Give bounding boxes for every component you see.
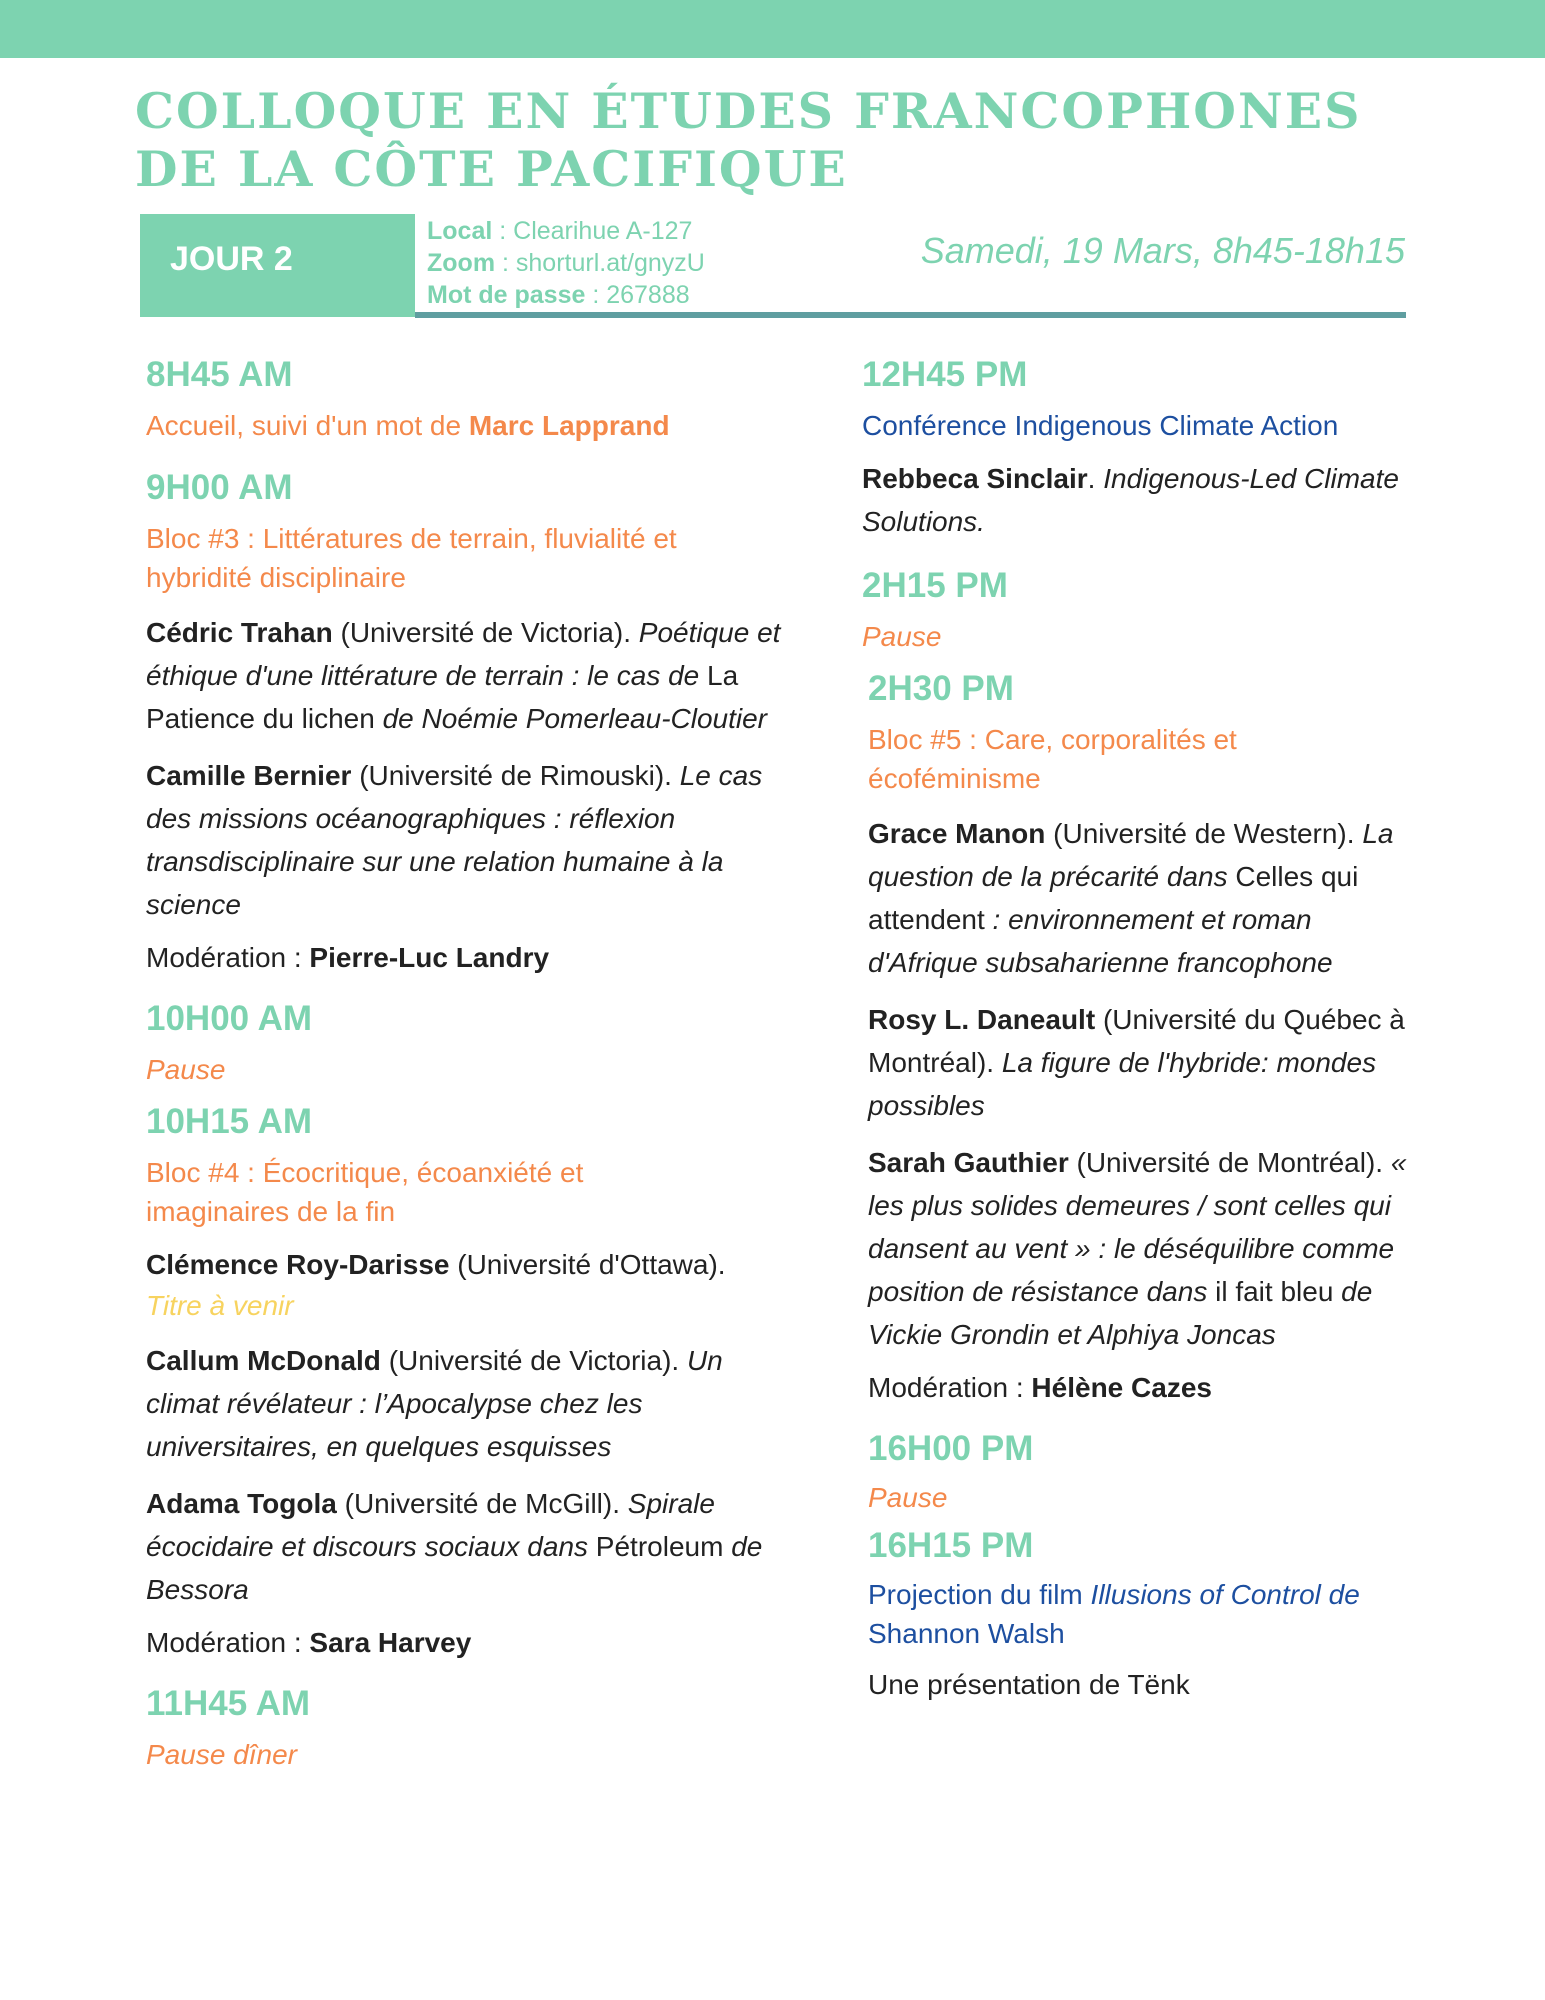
time-slot: 10H15 AM bbox=[146, 1102, 312, 1141]
film-screening bbox=[868, 1575, 1422, 1653]
work-title: il fait bleu bbox=[1215, 1276, 1334, 1307]
director-name: Shannon Walsh bbox=[868, 1618, 1065, 1649]
venue-info bbox=[427, 215, 705, 311]
moderation bbox=[146, 1623, 786, 1663]
talk-entry bbox=[146, 1339, 786, 1468]
time-slot: 8H45 AM bbox=[146, 355, 293, 394]
affiliation: (Université d'Ottawa). bbox=[449, 1249, 726, 1280]
speaker-name: Clémence Roy-Darisse bbox=[146, 1249, 450, 1280]
bloc-title: Bloc #3 : Littératures de terrain, fluvialité et hybridité disciplinaire bbox=[146, 523, 677, 593]
affiliation: (Université du Québec à Montréal). bbox=[868, 1004, 1405, 1078]
moderation-label: Modération : bbox=[146, 1627, 310, 1658]
title-line-1: COLLOQUE EN ÉTUDES FRANCOPHONES bbox=[135, 82, 1362, 140]
top-banner bbox=[0, 0, 1545, 58]
affiliation: (Université de Western). bbox=[1045, 818, 1363, 849]
time-slot: 2H15 PM bbox=[862, 566, 1008, 605]
schedule-right-column bbox=[862, 350, 1422, 1705]
work-title: Celles qui attendent bbox=[868, 861, 1359, 935]
moderator-name: Hélène Cazes bbox=[1031, 1372, 1212, 1403]
work-title: Pétroleum bbox=[595, 1531, 724, 1562]
talk-title-cont: : environnement et roman d'Afrique subsaharienne francophone bbox=[868, 904, 1333, 978]
affiliation: (Université de Montréal). bbox=[1068, 1147, 1391, 1178]
talk-title: Spirale écocidaire et discours sociaux dans bbox=[146, 1488, 715, 1562]
event-date: Samedi, 19 Mars, 8h45-18h15 bbox=[920, 230, 1405, 271]
talk-title: Indigenous-Led Climate Solutions. bbox=[862, 463, 1399, 537]
moderation-label: Modération : bbox=[146, 942, 310, 973]
welcome-text: Accueil, suivi d'un mot de bbox=[146, 410, 469, 441]
speaker-name: Sarah Gauthier bbox=[868, 1147, 1069, 1178]
moderation bbox=[146, 938, 786, 978]
local-label: Local bbox=[427, 217, 493, 245]
speaker-name: Adama Togola bbox=[146, 1488, 337, 1519]
pause-label: Pause bbox=[862, 621, 942, 652]
speaker-name: Callum McDonald bbox=[146, 1345, 381, 1376]
local-line bbox=[427, 215, 705, 247]
moderator-name: Sara Harvey bbox=[309, 1627, 472, 1658]
talk-title: La question de la précarité dans bbox=[868, 818, 1394, 892]
affiliation: (Université de Victoria). bbox=[332, 617, 639, 648]
password-label: Mot de passe bbox=[427, 281, 586, 309]
talk-entry bbox=[146, 754, 786, 926]
header-divider bbox=[415, 312, 1406, 318]
day-label: JOUR 2 bbox=[140, 214, 415, 317]
time-slot: 2H30 PM bbox=[868, 669, 1014, 708]
schedule-left-column bbox=[146, 350, 786, 1774]
speaker-name: Cédric Trahan bbox=[146, 617, 333, 648]
talk-title: La figure de l'hybride: mondes possibles bbox=[868, 1047, 1377, 1121]
bloc-5-group bbox=[868, 720, 1422, 1705]
moderator-name: Pierre-Luc Landry bbox=[309, 942, 550, 973]
speaker-name: Rebbeca Sinclair bbox=[862, 463, 1088, 494]
work-title: La Patience du lichen bbox=[146, 660, 739, 734]
time-slot: 9H00 AM bbox=[146, 468, 293, 507]
talk-title: « les plus solides demeures / sont celles qui dansent au vent » : le déséquilibre comme position de résistance dans bbox=[868, 1147, 1407, 1307]
screening-label: Projection du film bbox=[868, 1579, 1091, 1610]
talk-title: Poétique et éthique d'une littérature de terrain : le cas de bbox=[146, 617, 781, 691]
time-slot: 10H00 AM bbox=[146, 999, 312, 1038]
talk-title: Un climat révélateur : l’Apocalypse chez les universitaires, en quelques esquisses bbox=[146, 1345, 723, 1462]
talk-entry bbox=[868, 1141, 1422, 1356]
affiliation: (Université de McGill). bbox=[336, 1488, 628, 1519]
moderation-label: Modération : bbox=[868, 1372, 1032, 1403]
pause-label: Pause dîner bbox=[146, 1739, 297, 1770]
speaker-name: Grace Manon bbox=[868, 818, 1046, 849]
speaker-name: Marc Lapprand bbox=[468, 410, 670, 441]
pause-label: Pause bbox=[868, 1482, 948, 1513]
zoom-label: Zoom bbox=[427, 249, 496, 277]
talk-entry bbox=[868, 812, 1422, 984]
talk-title-cont: de Vickie Grondin et Alphiya Joncas bbox=[868, 1276, 1373, 1350]
time-slot: 11H45 AM bbox=[146, 1684, 311, 1723]
zoom-line bbox=[427, 247, 705, 279]
pause-label: Pause bbox=[146, 1054, 226, 1085]
time-slot: 12H45 PM bbox=[862, 355, 1028, 394]
title-line-2: DE LA CÔTE PACIFIQUE bbox=[135, 140, 848, 198]
talk-entry bbox=[146, 611, 786, 740]
zoom-link[interactable]: : shorturl.at/gnyzU bbox=[495, 249, 705, 277]
time-slot: 16H15 PM bbox=[868, 1526, 1034, 1565]
affiliation: (Université de Rimouski). bbox=[351, 760, 680, 791]
speaker-name: Rosy L. Daneault bbox=[868, 1004, 1096, 1035]
talk-title-tbd: Titre à venir bbox=[146, 1290, 294, 1321]
talk-title: Le cas des missions océanographiques : réflexion transdisciplinaire sur une relation humaine à la science bbox=[146, 760, 763, 920]
bloc-title: Bloc #4 : Écocritique, écoanxiété et imaginaires de la fin bbox=[146, 1157, 584, 1227]
separator: . bbox=[1087, 463, 1104, 494]
talk-entry bbox=[146, 1482, 786, 1611]
presentation-note: Une présentation de Tënk bbox=[868, 1669, 1190, 1700]
local-value: : Clearihue A-127 bbox=[492, 217, 693, 245]
talk-title-cont: de Noémie Pomerleau-Cloutier bbox=[374, 703, 768, 734]
film-title: Illusions of Control de bbox=[1090, 1579, 1360, 1610]
session-description bbox=[146, 406, 786, 445]
talk-entry bbox=[146, 1243, 786, 1286]
speaker-name: Camille Bernier bbox=[146, 760, 352, 791]
bloc-title: Bloc #5 : Care, corporalités et écoféminisme bbox=[868, 724, 1237, 794]
password-value: : 267888 bbox=[585, 281, 690, 309]
talk-entry bbox=[862, 457, 1422, 543]
talk-entry bbox=[868, 998, 1422, 1127]
time-slot: 16H00 PM bbox=[868, 1429, 1034, 1468]
affiliation: (Université de Victoria). bbox=[380, 1345, 687, 1376]
talk-title-cont: de Bessora bbox=[146, 1531, 763, 1605]
password-line bbox=[427, 279, 705, 311]
conference-title: Conférence Indigenous Climate Action bbox=[862, 410, 1339, 441]
page-title bbox=[135, 82, 1361, 198]
moderation bbox=[868, 1368, 1422, 1408]
